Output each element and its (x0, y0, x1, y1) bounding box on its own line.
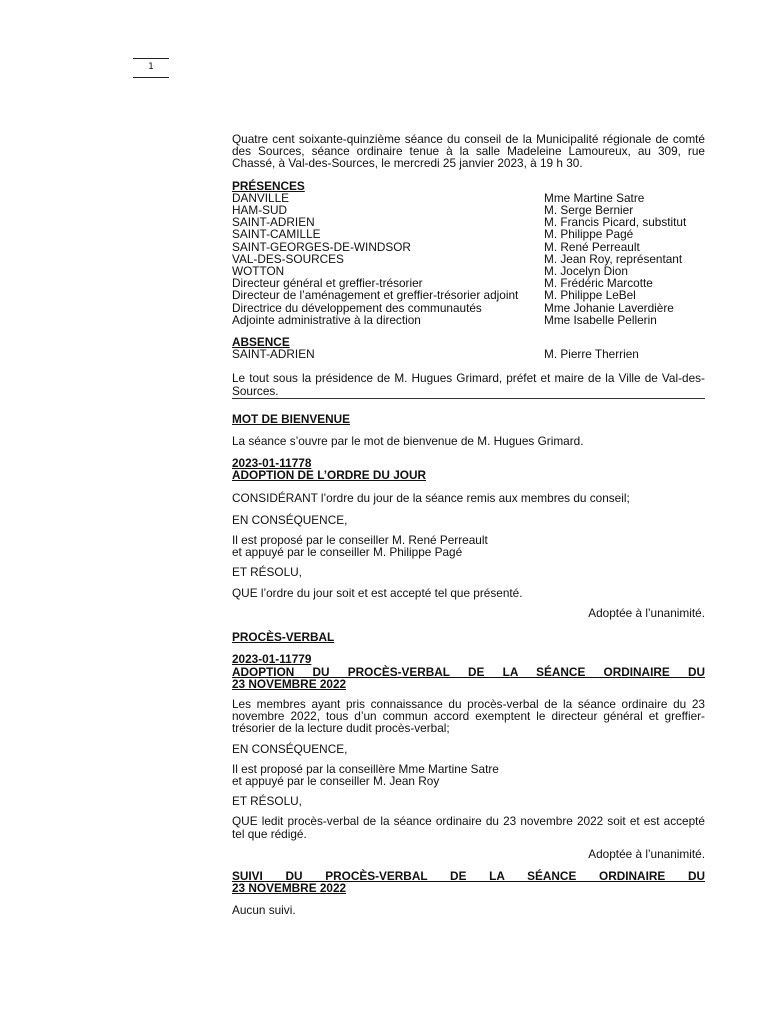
absence-place: SAINT-ADRIEN (232, 347, 315, 362)
presence-row (232, 241, 705, 253)
res1-considerant: CONSIDÉRANT l’ordre du jour de la séance remis aux membres du conseil; (232, 490, 630, 505)
presidence-paragraph: Le tout sous la présidence de M. Hugues Grimard, préfet et maire de la Ville de Val-des-Sources. (232, 371, 705, 398)
page-number: 1 (148, 62, 154, 72)
res1-resolu: ET RÉSOLU, (232, 565, 302, 580)
res2-number: 2023-01-11779 (232, 652, 312, 667)
presence-person: M. René Perreault (544, 239, 640, 254)
page-number-box (133, 58, 169, 78)
presence-place: Adjointe administrative à la direction (232, 312, 421, 327)
suivi-title-line1: SUIVI DU PROCÈS-VERBAL DE LA SÉANCE ORDINAIRE DU (232, 868, 705, 883)
res1-number: 2023-01-11778 (232, 456, 312, 471)
bienvenue-text: La séance s’ouvre par le mot de bienvenue de M. Hugues Grimard. (232, 434, 584, 449)
res2-membres: Les membres ayant pris connaissance du procès-verbal de la séance ordinaire du 23 novembre 2022, tous d’un commun accord exemptent le directeur général et greffier-trésorier de la lecture dudit procès-verbal; (232, 696, 705, 736)
intro-paragraph: Quatre cent soixante-quinzième séance du conseil de la Municipalité régionale de comté des Sources, séance ordinaire tenue à la salle Madeleine Lamoureux, au 309, rue Chassé, à Val-des-Sources, le mercredi 25 janvier 2023, à 19 h 30. (232, 132, 705, 171)
res1-appuye: et appuyé par le conseiller M. Philippe Pagé (232, 545, 463, 560)
res1-adoptee: Adoptée à l’unanimité. (588, 605, 705, 620)
presence-person: M. Philippe Pagé (544, 227, 634, 242)
res2-appuye: et appuyé par le conseiller M. Jean Roy (232, 773, 440, 788)
presence-person: M. Jean Roy, représentant (544, 251, 683, 266)
presences-heading: PRÉSENCES (232, 178, 305, 193)
presence-person: Mme Isabelle Pellerin (544, 312, 657, 327)
res2-propose: Il est proposé par la conseillère Mme Martine Satre (232, 761, 499, 776)
presence-person: M. Philippe LeBel (544, 288, 636, 303)
presence-place: SAINT-CAMILLE (232, 227, 321, 242)
presence-person: M. Jocelyn Dion (544, 264, 628, 279)
presence-place: Directrice du développement des communautés (232, 300, 482, 315)
presence-person: M. Serge Bernier (544, 203, 634, 218)
presence-place: SAINT-GEORGES-DE-WINDSOR (232, 239, 411, 254)
res1-que: QUE l’ordre du jour soit et est accepté tel que présenté. (232, 585, 523, 600)
presence-place: SAINT-ADRIEN (232, 215, 315, 230)
presence-person: M. Frédéric Marcotte (544, 276, 653, 291)
presence-row (232, 289, 705, 301)
res1-propose: Il est proposé par le conseiller M. René Perreault (232, 533, 488, 548)
presence-place: Directeur général et greffier-trésorier (232, 276, 423, 291)
res2-adoptee: Adoptée à l’unanimité. (588, 846, 705, 861)
presence-person: Mme Johanie Laverdière (544, 300, 674, 315)
res2-que: QUE ledit procès-verbal de la séance ordinaire du 23 novembre 2022 soit et est accepté tel que rédigé. (232, 814, 705, 841)
suivi-title-line2: 23 NOVEMBRE 2022 (232, 881, 347, 896)
presence-row (232, 314, 705, 326)
res1-consequence: EN CONSÉQUENCE, (232, 512, 348, 527)
bienvenue-heading: MOT DE BIENVENUE (232, 411, 350, 426)
res1-title: ADOPTION DE L’ORDRE DU JOUR (232, 468, 427, 483)
presence-row (232, 302, 705, 314)
absence-person: M. Pierre Therrien (544, 347, 639, 362)
presence-row (232, 228, 705, 240)
presence-place: DANVILLE (232, 190, 290, 205)
res2-title-line2: 23 NOVEMBRE 2022 (232, 676, 347, 691)
res2-resolu: ET RÉSOLU, (232, 794, 302, 809)
presence-place: VAL-DES-SOURCES (232, 251, 344, 266)
presence-place: HAM-SUD (232, 203, 288, 218)
suivi-text: Aucun suivi. (232, 903, 296, 918)
presence-place: Directeur de l’aménagement et greffier-trésorier adjoint (232, 288, 519, 303)
presences-list (232, 192, 705, 326)
absence-heading: ABSENCE (232, 335, 290, 350)
absence-row (232, 348, 705, 360)
proces-verbal-heading: PROCÈS-VERBAL (232, 630, 335, 645)
presence-place: WOTTON (232, 264, 285, 279)
res2-consequence: EN CONSÉQUENCE, (232, 741, 348, 756)
presence-row (232, 253, 705, 265)
presence-person: M. Francis Picard, substitut (544, 215, 687, 230)
presence-person: Mme Martine Satre (544, 190, 645, 205)
presence-row (232, 192, 705, 204)
res2-title-line1: ADOPTION DU PROCÈS-VERBAL DE LA SÉANCE ORDINAIRE DU (232, 664, 705, 679)
minutes-content (232, 133, 705, 917)
